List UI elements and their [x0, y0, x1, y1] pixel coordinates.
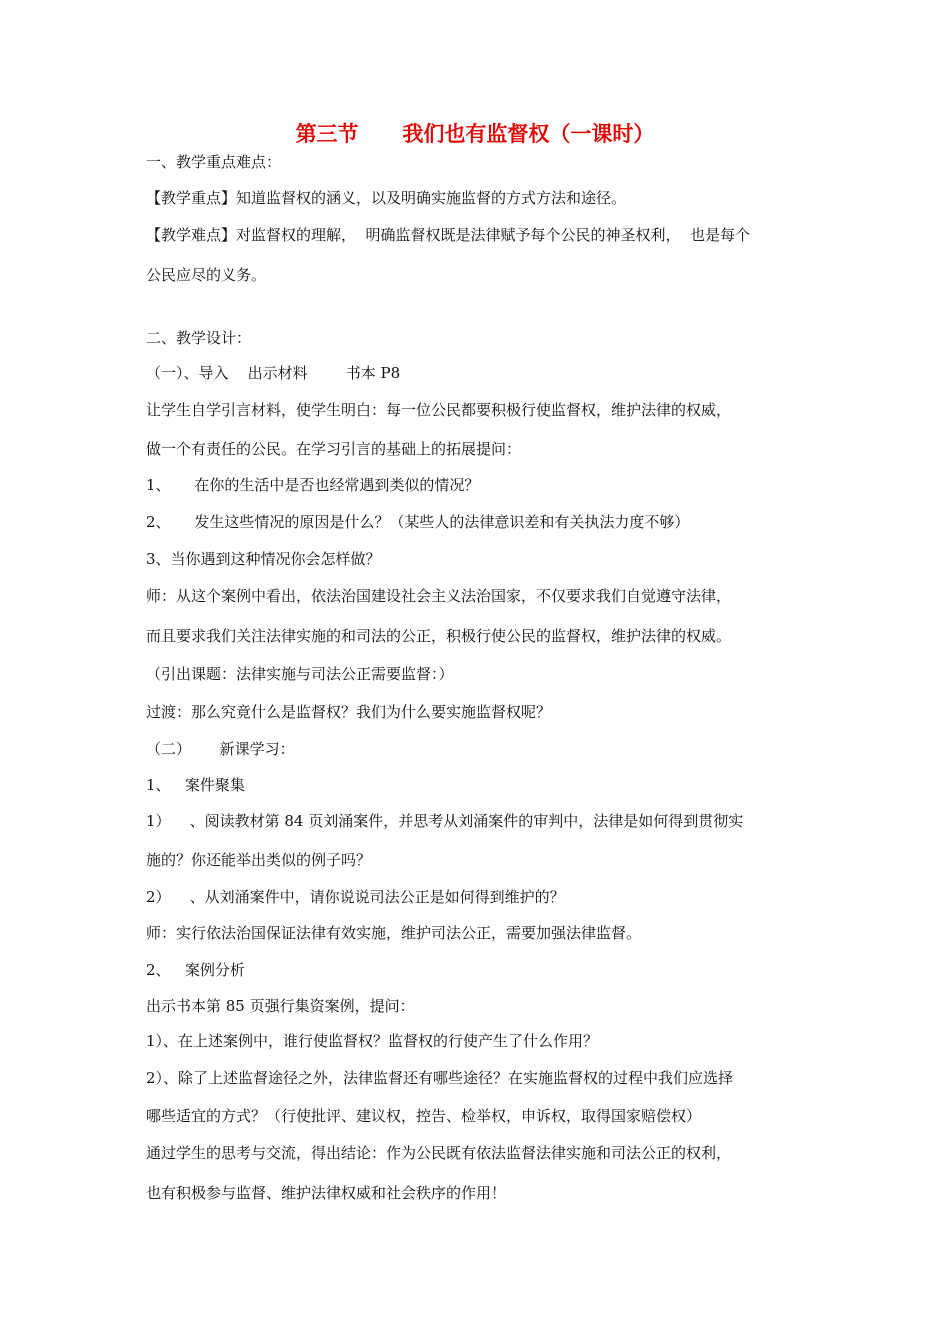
list-item: 1）、在上述案例中，谁行使监督权？监督权的行使产生了什么作用？	[146, 1032, 599, 1050]
document-title: 第三节 我们也有监督权（一课时）	[295, 122, 655, 146]
list-item: 2、 案例分析	[146, 961, 245, 979]
list-item-continued: 施的？你还能举出类似的例子吗？	[146, 851, 372, 869]
paragraph-line: 通过学生的思考与交流，得出结论：作为公民既有依法监督法律实施和司法公正的权利，	[146, 1144, 732, 1162]
list-item: 1、 案件聚集	[146, 776, 245, 794]
paragraph-line: 过渡：那么究竟什么是监督权？我们为什么要实施监督权呢？	[146, 703, 552, 721]
teaching-difficulty-line-2: 公民应尽的义务。	[146, 266, 267, 284]
list-item-continued: 哪些适宜的方式？（行使批评、建议权，控告、检举权，申诉权，取得国家赔偿权）	[146, 1107, 702, 1125]
intro-heading: （一）、导入 出示材料 书本 P8	[146, 364, 401, 382]
paragraph-line: 让学生自学引言材料，使学生明白：每一位公民都要积极行使监督权，维护法律的权威，	[146, 401, 732, 419]
subsection-heading: （二） 新课学习：	[146, 740, 295, 758]
paragraph-line: 师：从这个案例中看出，依法治国建设社会主义法治国家，不仅要求我们自觉遵守法律，	[146, 587, 732, 605]
question-item: 2、 发生这些情况的原因是什么？（某些人的法律意识差和有关执法力度不够）	[146, 513, 690, 531]
list-item: 2）、除了上述监督途径之外，法律监督还有哪些途径？在实施监督权的过程中我们应选择	[146, 1069, 734, 1087]
paragraph-line: （引出课题：法律实施与司法公正需要监督：）	[146, 665, 454, 683]
paragraph-line: 做一个有责任的公民。在学习引言的基础上的拓展提问：	[146, 440, 522, 458]
list-item: 2） 、从刘涌案件中，请你说说司法公正是如何得到维护的？	[146, 888, 565, 906]
question-item: 1、 在你的生活中是否也经常遇到类似的情况？	[146, 476, 480, 494]
paragraph-line: 师：实行依法治国保证法律有效实施，维护司法公正，需要加强法律监督。	[146, 924, 642, 942]
question-item: 3、当你遇到这种情况你会怎样做？	[146, 550, 381, 568]
paragraph-line: 也有积极参与监督、维护法律权威和社会秩序的作用！	[146, 1184, 507, 1202]
paragraph-line: 而且要求我们关注法律实施的和司法的公正，积极行使公民的监督权，维护法律的权威。	[146, 627, 732, 645]
section-heading-2: 二、教学设计：	[146, 329, 252, 347]
paragraph-line: 出示书本第 85 页强行集资案例，提问：	[146, 997, 415, 1015]
teaching-difficulty-line-1: 【教学难点】对监督权的理解， 明确监督权既是法律赋予每个公民的神圣权利， 也是每个	[146, 226, 751, 244]
section-heading-1: 一、教学重点难点：	[146, 153, 282, 171]
teaching-focus: 【教学重点】知道监督权的涵义，以及明确实施监督的方式方法和途径。	[146, 189, 627, 207]
list-item: 1） 、阅读教材第 84 页刘涌案件，并思考从刘涌案件的审判中，法律是如何得到贯彻实	[146, 812, 744, 830]
